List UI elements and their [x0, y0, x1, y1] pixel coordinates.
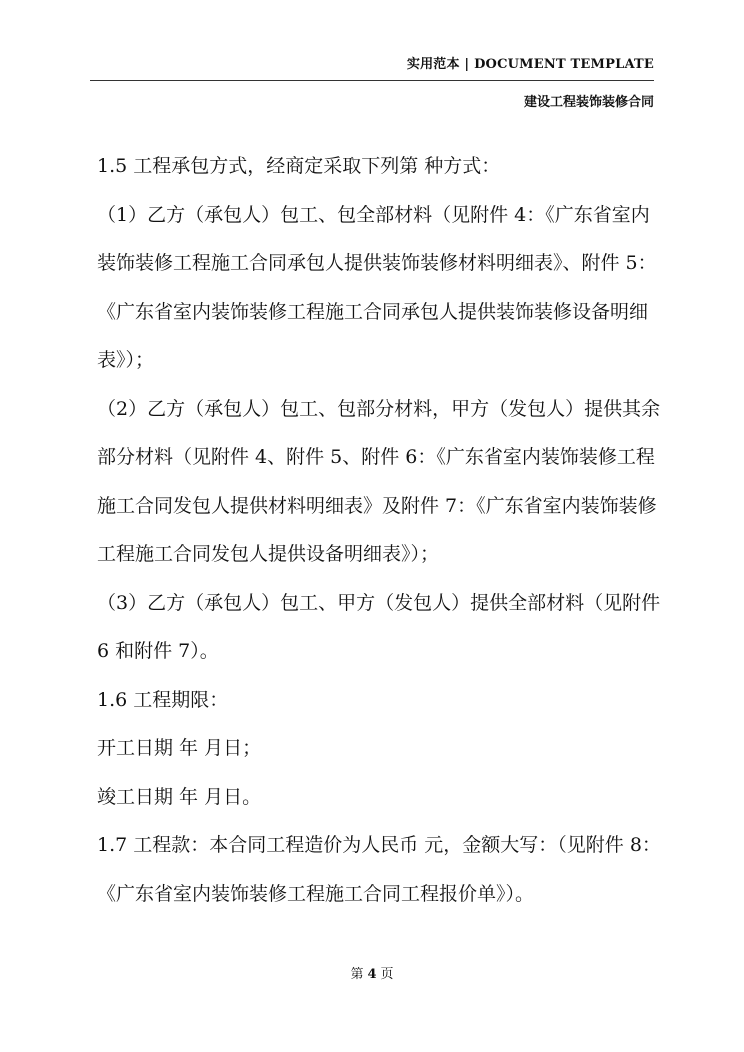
- option-1-line-4: 表》）；: [97, 349, 155, 371]
- clause-1-6: 1.6 工程期限：: [97, 688, 229, 711]
- page-footer: [0, 963, 744, 982]
- page-suffix: 页: [380, 967, 394, 982]
- header-divider: [90, 80, 654, 81]
- option-3-line-2: 6 和附件 7）。: [97, 640, 219, 662]
- completion-date-line: 竣工日期 年 月日。: [97, 785, 262, 808]
- start-date-line: 开工日期 年 月日；: [97, 737, 262, 759]
- header-title: 实用范本 | DOCUMENT TEMPLATE: [406, 57, 654, 72]
- clause-1-5: 1.5 工程承包方式，经商定采取下列第 种方式：: [97, 155, 501, 177]
- option-1-line-1: （1）乙方（承包人）包工、包全部材料（见附件 4：《广东省室内: [97, 203, 650, 226]
- page-prefix: 第: [350, 967, 364, 982]
- contract-body: [97, 142, 662, 918]
- clause-1-7-line-1: 1.7 工程款：本合同工程造价为人民币 元，金额大写：（见附件 8：: [97, 834, 661, 856]
- option-3-line-1: （3）乙方（承包人）包工、甲方（发包人）提供全部材料（见附件: [97, 591, 661, 614]
- clause-1-7-line-2: 《广东省室内装饰装修工程施工合同工程报价单》）。: [97, 882, 535, 905]
- document-title: 建设工程装饰装修合同: [523, 95, 654, 110]
- option-1-line-3: 《广东省室内装饰装修工程施工合同承包人提供装饰装修设备明细: [97, 300, 649, 323]
- option-2-line-2: 部分材料（见附件 4、附件 5、附件 6：《广东省室内装饰装修工程: [97, 446, 655, 468]
- option-2-line-1: （2）乙方（承包人）包工、包部分材料，甲方（发包人）提供其余: [97, 397, 661, 420]
- option-2-line-4: 工程施工合同发包人提供设备明细表》）；: [97, 543, 440, 565]
- option-2-line-3: 施工合同发包人提供材料明细表》及附件 7：《广东省室内装饰装修: [97, 494, 657, 517]
- page-number: 4: [367, 967, 377, 982]
- option-1-line-2: 装饰装修工程施工合同承包人提供装饰装修材料明细表》、附件 5：: [97, 252, 657, 274]
